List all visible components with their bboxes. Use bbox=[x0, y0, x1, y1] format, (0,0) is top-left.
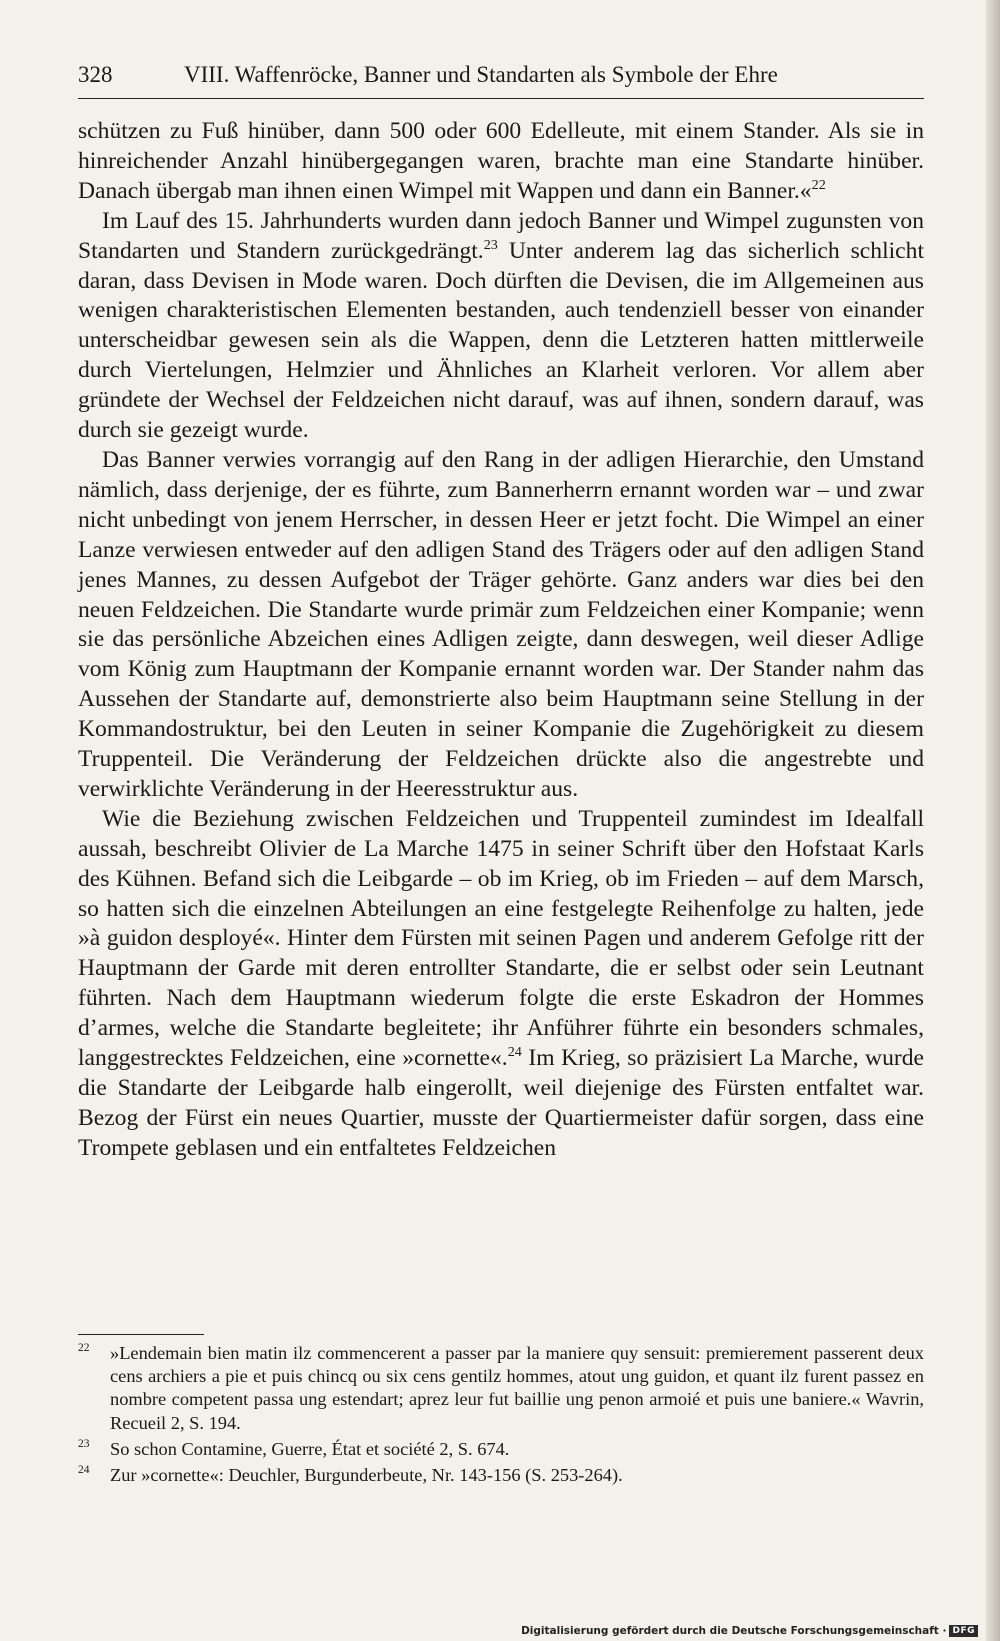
body-text bbox=[78, 117, 924, 1164]
footnote-ref[interactable]: 22 bbox=[811, 176, 826, 193]
page-number: 328 bbox=[78, 62, 113, 87]
paragraph-text: schützen zu Fuß hinüber, dann 500 oder 600 Edelleute, mit einem Stander. Als sie in hinreichender Anzahl hinübergegangen waren, brachte man eine Standarte hinüber. Danach übergab man ihnen einen Wimpel mit Wappen und dann ein Banner.« bbox=[78, 118, 924, 204]
footnote-text: Zur »cornette«: Deuchler, Burgunderbeute, Nr. 143-156 (S. 253-264). bbox=[110, 1465, 623, 1486]
paragraph-text-continued: Im Krieg, so präzisiert La Marche, wurde die Standarte der Leibgarde halb eingerollt, weil diejenige des Fürsten entfaltet war. Bezog der Fürst ein neues Quartier, musste der Quartiermeister dafür sorgen, dass eine Trompete geblasen und ein entfaltetes Feldzeichen bbox=[78, 1045, 924, 1161]
paragraph bbox=[78, 117, 924, 207]
footnote-number: 24 bbox=[78, 1464, 90, 1477]
footnote bbox=[78, 1438, 924, 1461]
footnote-number: 22 bbox=[78, 1342, 90, 1354]
credit-text: Digitalisierung gefördert durch die Deutsche Forschungsgemeinschaft · bbox=[521, 1625, 947, 1637]
footnote-text: »Lendemain bien matin ilz commencerent a passer par la maniere quy sensuit: premierement passerent deux cens archiers a pie et puis chincq ou six cens gentilz hommes, atout ung guidon, et quant ilz furent passez en nombre competent passa ung estendart; aprez leur fut baillie ung penon armoié et puis une baniere.« Wavrin, Recueil 2, S. 194. bbox=[110, 1343, 924, 1433]
paragraph bbox=[78, 805, 924, 1164]
digitization-credit bbox=[521, 1625, 978, 1637]
paragraph-text: Das Banner verwies vorrangig auf den Rang in der adligen Hierarchie, den Umstand nämlich, dass derjenige, der es führte, zum Bannerherrn ernannt worden war – und zwar nicht unbedingt von jenem Herrscher, in dessen Heer er jetzt focht. Die Wimpel an einer Lanze verwiesen entweder auf den adligen Stand des Trägers oder auf den adligen Stand jenes Mannes, zu dessen Aufgebot der Träger gehörte. Ganz anders war dies bei den neuen Feldzeichen. Die Standarte wurde primär zum Feldzeichen einer Kompanie; wenn sie das persönliche Abzeichen eines Adligen zeigte, dann deswegen, weil dieser Adlige vom König zum Hauptmann der Kompanie ernannt worden war. Der Stander nahm das Aussehen der Standarte auf, demonstrierte also beim Hauptmann seine Stellung in der Kommandostruktur, bei den Leuten in seiner Kompanie die Zugehörigkeit zu diesem Truppenteil. Die Veränderung der Feldzeichen drückte also die angestrebte und verwirklichte Veränderung in der Heeresstruktur aus. bbox=[78, 446, 924, 802]
footnote bbox=[78, 1342, 924, 1435]
footnote-ref[interactable]: 23 bbox=[483, 236, 498, 253]
footnote bbox=[78, 1464, 924, 1487]
footnote-ref[interactable]: 24 bbox=[507, 1044, 522, 1061]
footnotes bbox=[78, 1342, 924, 1490]
paragraph-text: Im Lauf des 15. Jahrhunderts wurden dann jedoch Banner und Wimpel zugunsten von Standarten und Standern zurückgedrängt. bbox=[78, 207, 924, 264]
paragraph bbox=[78, 207, 924, 446]
footnote-separator bbox=[78, 1334, 204, 1335]
running-head: VIII. Waffenröcke, Banner und Standarten als Symbole der Ehre bbox=[184, 62, 778, 87]
paragraph-text: Wie die Beziehung zwischen Feldzeichen und Truppenteil zumindest im Idealfall aussah, beschreibt Olivier de La Marche 1475 in seiner Schrift über den Hofstaat Karls des Kühnen. Befand sich die Leibgarde – ob im Krieg, ob im Frieden – auf dem Marsch, so hatten sich die einzelnen Abteilungen an eine festgelegte Reihenfolge zu halten, jede »à guidon desployé«. Hinter dem Fürsten mit seinen Pagen und anderem Gefolge ritt der Hauptmann der Garde mit deren entrollter Standarte, die er selbst oder sein Leutnant führten. Nach dem Hauptmann wiederum folgte die erste Eskadron der Hommes d’armes, welche die Standarte begleitete; ihr Anführer führte ein besonders schmales, langgestrecktes Feldzeichen, eine »cornette«. bbox=[78, 805, 924, 1072]
footnote-number: 23 bbox=[78, 1437, 90, 1450]
dfg-logo: DFG bbox=[949, 1625, 978, 1637]
page-edge-shadow bbox=[986, 0, 1000, 1641]
paragraph bbox=[78, 446, 924, 805]
page-header bbox=[78, 58, 924, 99]
footnote-text: So schon Contamine, Guerre, État et société 2, S. 674. bbox=[110, 1438, 510, 1459]
paragraph-text-continued: Unter anderem lag das sicherlich schlicht daran, dass Devisen in Mode waren. Doch dürften die Devisen, die im Allgemeinen aus wenigen charakteristischen Elementen bestanden, auch tendenziell besser von einander unterscheidbar gewesen sein als die Wappen, denn die Letzteren hatten mittlerweile durch Viertelungen, Helmzier und Ähnliches an Klarheit verloren. Vor allem aber gründete der Wechsel der Feldzeichen nicht darauf, was auf ihnen, sondern darauf, was durch sie gezeigt wurde. bbox=[78, 237, 924, 444]
